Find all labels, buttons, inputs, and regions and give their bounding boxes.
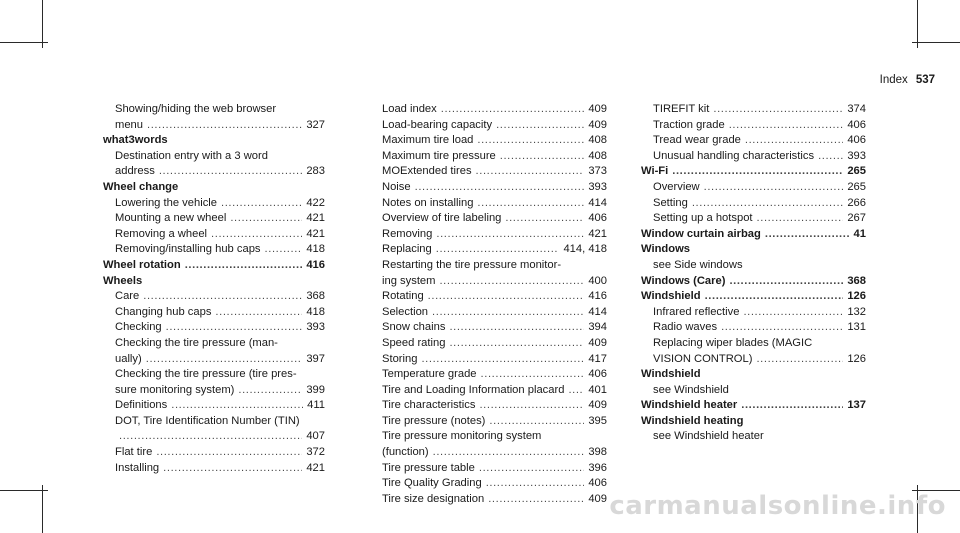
entry-text: Windshield (641, 368, 701, 381)
index-column-3 (641, 102, 866, 445)
index-entry[interactable] (641, 305, 866, 321)
page-ref[interactable]: 265 (847, 165, 866, 178)
index-entry[interactable] (103, 196, 325, 212)
leader-dots (568, 383, 584, 399)
index-entry[interactable] (382, 227, 607, 243)
leader-dots (185, 258, 303, 274)
page-ref[interactable]: 407 (306, 430, 325, 443)
entry-text: Overview of tire labeling (382, 212, 502, 225)
leader-dots (166, 320, 303, 336)
entry-text: Temperature grade (382, 368, 477, 381)
page-ref[interactable]: 414 (588, 305, 607, 318)
index-entry[interactable] (103, 227, 325, 243)
page-ref[interactable]: 416 (588, 290, 607, 303)
entry-text: Setting (653, 196, 688, 209)
entry-text: Tread wear grade (653, 134, 741, 147)
entry-text: Infrared reflective (653, 305, 740, 318)
entry-text: Tire pressure (notes) (382, 414, 486, 427)
index-entry[interactable] (382, 336, 607, 352)
entry-text: Windows (641, 243, 690, 256)
leader-dots (439, 274, 584, 290)
leader-dots (479, 461, 584, 477)
entry-text: Changing hub caps (115, 305, 212, 318)
page-ref[interactable]: 421 (306, 461, 325, 474)
page-ref[interactable]: 409 (588, 118, 607, 131)
entry-text: Destination entry with a 3 word (115, 149, 268, 162)
entry-text: see Windshield heater (653, 430, 764, 443)
page-ref[interactable]: 396 (588, 461, 607, 474)
entry-text: Noise (382, 180, 411, 193)
leader-dots (476, 164, 585, 180)
entry-text: Window curtain airbag (641, 227, 761, 240)
entry-text: TIREFIT kit (653, 103, 710, 115)
entry-text: Speed rating (382, 336, 446, 349)
index-entry[interactable] (103, 211, 325, 227)
entry-text: Overview (653, 180, 700, 193)
entry-text: Wi-Fi (641, 165, 669, 178)
leader-dots (477, 196, 584, 212)
page-ref[interactable]: 422 (306, 196, 325, 209)
index-entry[interactable] (382, 102, 607, 118)
page-ref[interactable]: 421 (306, 227, 325, 240)
page-ref[interactable]: 416 (306, 258, 325, 271)
index-heading (103, 180, 325, 196)
index-heading[interactable] (641, 398, 866, 414)
leader-dots (488, 492, 584, 508)
index-entry[interactable] (641, 149, 866, 165)
crop-mark (0, 490, 48, 491)
entry-text: Windshield (641, 290, 701, 303)
page-ref[interactable]: 41 (853, 227, 866, 240)
index-entry[interactable] (382, 476, 607, 492)
page-ref[interactable]: 421 (306, 212, 325, 225)
entry-text: Tire size designation (382, 492, 485, 505)
entry-text: Wheel rotation (103, 258, 181, 271)
index-entry (103, 149, 325, 165)
leader-dots (221, 196, 302, 212)
page-ref[interactable]: 411 (307, 399, 325, 412)
leader-dots (756, 352, 843, 368)
index-heading (641, 242, 866, 258)
entry-text: sure monitoring system) (115, 383, 235, 396)
index-entry[interactable] (382, 149, 607, 165)
index-entry[interactable] (103, 305, 325, 321)
entry-text: Radio waves (653, 321, 718, 334)
page-ref[interactable]: 418 (306, 305, 325, 318)
index-entry[interactable] (382, 445, 607, 461)
index-entry[interactable] (641, 352, 866, 368)
leader-dots (713, 102, 843, 118)
entry-text: Checking the tire pressure (tire pres- (115, 368, 297, 381)
index-heading[interactable] (641, 274, 866, 290)
index-entry[interactable] (382, 242, 607, 258)
page-ref[interactable]: 393 (588, 180, 607, 193)
page-number: 537 (915, 74, 935, 86)
entry-text: Storing (382, 352, 418, 365)
index-entry[interactable] (382, 164, 607, 180)
index-column-2 (382, 102, 607, 507)
crop-mark (0, 42, 48, 43)
crop-mark (42, 485, 43, 533)
entry-text: Windshield heater (641, 399, 738, 412)
entry-text: MOExtended tires (382, 165, 472, 178)
entry-text: Tire Quality Grading (382, 477, 482, 490)
leader-dots (449, 320, 584, 336)
index-entry[interactable] (103, 429, 325, 445)
entry-text: Setting up a hotspot (653, 212, 753, 225)
leader-dots (704, 180, 844, 196)
index-entry (641, 429, 866, 445)
entry-text: menu (115, 118, 143, 131)
index-entry[interactable] (103, 383, 325, 399)
index-column-1 (103, 102, 325, 476)
leader-dots (159, 164, 303, 180)
entry-text: Load index (382, 103, 437, 115)
leader-dots (215, 305, 302, 321)
crop-mark (42, 0, 43, 48)
entry-text: address (115, 165, 155, 178)
entry-text: Tire pressure table (382, 461, 475, 474)
leader-dots (745, 133, 843, 149)
page-ref[interactable]: 266 (847, 196, 866, 209)
index-entry[interactable] (641, 133, 866, 149)
index-entry (103, 102, 325, 118)
leader-dots (477, 133, 584, 149)
entry-text: Removing a wheel (115, 227, 208, 240)
page-ref[interactable]: 283 (306, 165, 325, 178)
entry-text: VISION CONTROL) (653, 352, 753, 365)
page-ref[interactable]: 408 (588, 134, 607, 147)
page-ref[interactable]: 265 (847, 180, 866, 193)
index-entry[interactable] (382, 133, 607, 149)
page-ref[interactable]: 418 (306, 243, 325, 256)
entry-text: (function) (382, 446, 429, 459)
page-ref[interactable]: 421 (588, 227, 607, 240)
index-entry[interactable] (382, 274, 607, 290)
page-ref[interactable]: 126 (847, 352, 866, 365)
leader-dots (705, 289, 844, 305)
leader-dots (119, 429, 302, 445)
page-ref[interactable]: 398 (588, 446, 607, 459)
page-ref[interactable]: 408 (588, 149, 607, 162)
page-ref[interactable]: 401 (588, 383, 607, 396)
entry-text: Traction grade (653, 118, 725, 131)
index-entry[interactable] (382, 289, 607, 305)
leader-dots (757, 211, 844, 227)
leader-dots (230, 211, 302, 227)
entry-text: Wheel change (103, 180, 179, 193)
index-entry (382, 429, 607, 445)
index-entry[interactable] (382, 398, 607, 414)
entry-text: Installing (115, 461, 160, 474)
index-entry (641, 383, 866, 399)
entry-text: Mounting a new wheel (115, 212, 227, 225)
entry-text: Checking (115, 321, 162, 334)
leader-dots (721, 320, 843, 336)
page-ref[interactable]: 399 (306, 383, 325, 396)
entry-text: Flat tire (115, 446, 153, 459)
page-ref[interactable]: 393 (847, 149, 866, 162)
index-entry[interactable] (641, 320, 866, 336)
entry-text: Replacing (382, 243, 432, 256)
section-title: Index (879, 74, 908, 86)
entry-text: ually) (115, 352, 142, 365)
entry-text: Checking the tire pressure (man- (115, 336, 278, 349)
leader-dots (672, 164, 843, 180)
index-entry (382, 258, 607, 274)
index-heading (641, 414, 866, 430)
index-entry[interactable] (382, 414, 607, 430)
page-ref[interactable]: 132 (847, 305, 866, 318)
crop-mark (912, 42, 960, 43)
page-ref[interactable]: 395 (588, 414, 607, 427)
page-ref[interactable]: 393 (306, 321, 325, 334)
page-header (880, 74, 935, 86)
page-ref[interactable]: 374 (847, 103, 866, 115)
leader-dots (421, 352, 584, 368)
page-ref[interactable]: 397 (306, 352, 325, 365)
index-entry[interactable] (103, 289, 325, 305)
page-ref[interactable]: 400 (588, 274, 607, 287)
page-ref[interactable]: 368 (847, 274, 866, 287)
leader-dots (143, 289, 302, 305)
leader-dots (432, 305, 584, 321)
leader-dots (765, 227, 850, 243)
leader-dots (818, 149, 843, 165)
index-heading[interactable] (641, 289, 866, 305)
leader-dots (147, 118, 302, 134)
page-ref[interactable]: 414 (588, 196, 607, 209)
leader-dots (729, 118, 844, 134)
entry-text: Tire and Loading Information placard (382, 383, 565, 396)
index-heading[interactable] (641, 164, 866, 180)
index-entry[interactable] (382, 367, 607, 383)
index-heading[interactable] (641, 227, 866, 243)
leader-dots (156, 445, 302, 461)
entry-text: Unusual handling characteristics (653, 149, 815, 162)
entry-text: Care (115, 290, 140, 303)
entry-text: Rotating (382, 290, 424, 303)
index-entry[interactable] (382, 305, 607, 321)
leader-dots (741, 398, 843, 414)
entry-text: Restarting the tire pressure monitor- (382, 258, 562, 271)
entry-text: Tire characteristics (382, 399, 476, 412)
leader-dots (486, 476, 585, 492)
index-entry[interactable] (641, 196, 866, 212)
index-entry[interactable] (103, 164, 325, 180)
entry-text: Lowering the vehicle (115, 196, 217, 209)
leader-dots (415, 180, 585, 196)
entry-text: Showing/hiding the web browser (115, 103, 277, 115)
index-heading (103, 274, 325, 290)
entry-text: Load-bearing capacity (382, 118, 493, 131)
index-entry[interactable] (103, 118, 325, 134)
leader-dots (146, 352, 303, 368)
page-ref[interactable]: 409 (588, 492, 607, 505)
leader-dots (238, 383, 302, 399)
index-entry[interactable] (103, 445, 325, 461)
leader-dots (743, 305, 843, 321)
index-heading (103, 133, 325, 149)
index-entry (641, 258, 866, 274)
page-ref[interactable]: 406 (588, 368, 607, 381)
entry-text: Tire pressure monitoring system (382, 430, 542, 443)
leader-dots (692, 196, 843, 212)
index-entry[interactable] (382, 196, 607, 212)
index-entry[interactable] (382, 352, 607, 368)
page-ref[interactable]: 372 (306, 446, 325, 459)
index-entry (103, 367, 325, 383)
index-entry[interactable] (382, 180, 607, 196)
index-entry[interactable] (641, 118, 866, 134)
leader-dots (500, 149, 585, 165)
page-ref[interactable]: 137 (847, 399, 866, 412)
entry-text: see Windshield (653, 383, 729, 396)
index-entry[interactable] (382, 118, 607, 134)
page-ref[interactable]: 409 (588, 399, 607, 412)
page-ref[interactable]: 406 (588, 212, 607, 225)
index-entry[interactable] (382, 211, 607, 227)
page-ref[interactable]: 131 (847, 321, 866, 334)
leader-dots (436, 227, 584, 243)
index-entry[interactable] (103, 320, 325, 336)
index-entry (641, 336, 866, 352)
leader-dots (481, 367, 585, 383)
page-ref[interactable]: 406 (588, 477, 607, 490)
index-entry[interactable] (382, 320, 607, 336)
index-entry[interactable] (641, 180, 866, 196)
index-entry[interactable] (103, 398, 325, 414)
leader-dots (433, 445, 585, 461)
index-heading (641, 367, 866, 383)
entry-text: see Side windows (653, 258, 743, 271)
page-ref[interactable]: 409 (588, 103, 607, 115)
leader-dots (479, 398, 584, 414)
entry-text: Notes on installing (382, 196, 474, 209)
index-heading[interactable] (103, 258, 325, 274)
index-entry[interactable] (382, 461, 607, 477)
page-ref[interactable]: 406 (847, 118, 866, 131)
page-ref[interactable]: 414, 418 (563, 243, 607, 256)
leader-dots (265, 242, 303, 258)
leader-dots (428, 289, 585, 305)
index-entry[interactable] (641, 211, 866, 227)
entry-text: Removing/installing hub caps (115, 243, 261, 256)
entry-text: DOT, Tire Identification Number (TIN) (115, 414, 300, 427)
leader-dots (171, 398, 303, 414)
entry-text: Windshield heating (641, 414, 744, 427)
leader-dots (489, 414, 584, 430)
entry-text: what3words (103, 134, 168, 147)
entry-text: Selection (382, 305, 429, 318)
index-entry (103, 336, 325, 352)
page-ref[interactable]: 267 (847, 212, 866, 225)
leader-dots (441, 102, 585, 118)
page-ref[interactable]: 409 (588, 336, 607, 349)
page-ref[interactable]: 368 (306, 290, 325, 303)
index-entry[interactable] (382, 492, 607, 508)
entry-text: Definitions (115, 399, 168, 412)
entry-text: Replacing wiper blades (MAGIC (653, 336, 813, 349)
watermark: carmanualsonline.info (609, 491, 946, 521)
entry-text: Wheels (103, 274, 143, 287)
page-ref[interactable]: 373 (588, 165, 607, 178)
index-entry[interactable] (641, 102, 866, 118)
page-ref[interactable]: 394 (588, 321, 607, 334)
index-entry[interactable] (382, 383, 607, 399)
crop-mark (917, 0, 918, 48)
leader-dots (163, 461, 302, 477)
entry-text: ing system (382, 274, 436, 287)
leader-dots (449, 336, 584, 352)
index-entry[interactable] (103, 352, 325, 368)
entry-text: Maximum tire pressure (382, 149, 496, 162)
page-ref[interactable]: 126 (847, 290, 866, 303)
entry-text: Maximum tire load (382, 134, 474, 147)
leader-dots (729, 274, 843, 290)
leader-dots (496, 118, 584, 134)
leader-dots (505, 211, 584, 227)
leader-dots (436, 242, 560, 258)
page-ref[interactable]: 417 (588, 352, 607, 365)
entry-text: Removing (382, 227, 433, 240)
entry-text: Windows (Care) (641, 274, 726, 287)
index-entry (103, 414, 325, 430)
index-entry[interactable] (103, 242, 325, 258)
page-ref[interactable]: 406 (847, 134, 866, 147)
page-ref[interactable]: 327 (306, 118, 325, 131)
leader-dots (211, 227, 302, 243)
index-entry[interactable] (103, 461, 325, 477)
entry-text: Snow chains (382, 321, 446, 334)
